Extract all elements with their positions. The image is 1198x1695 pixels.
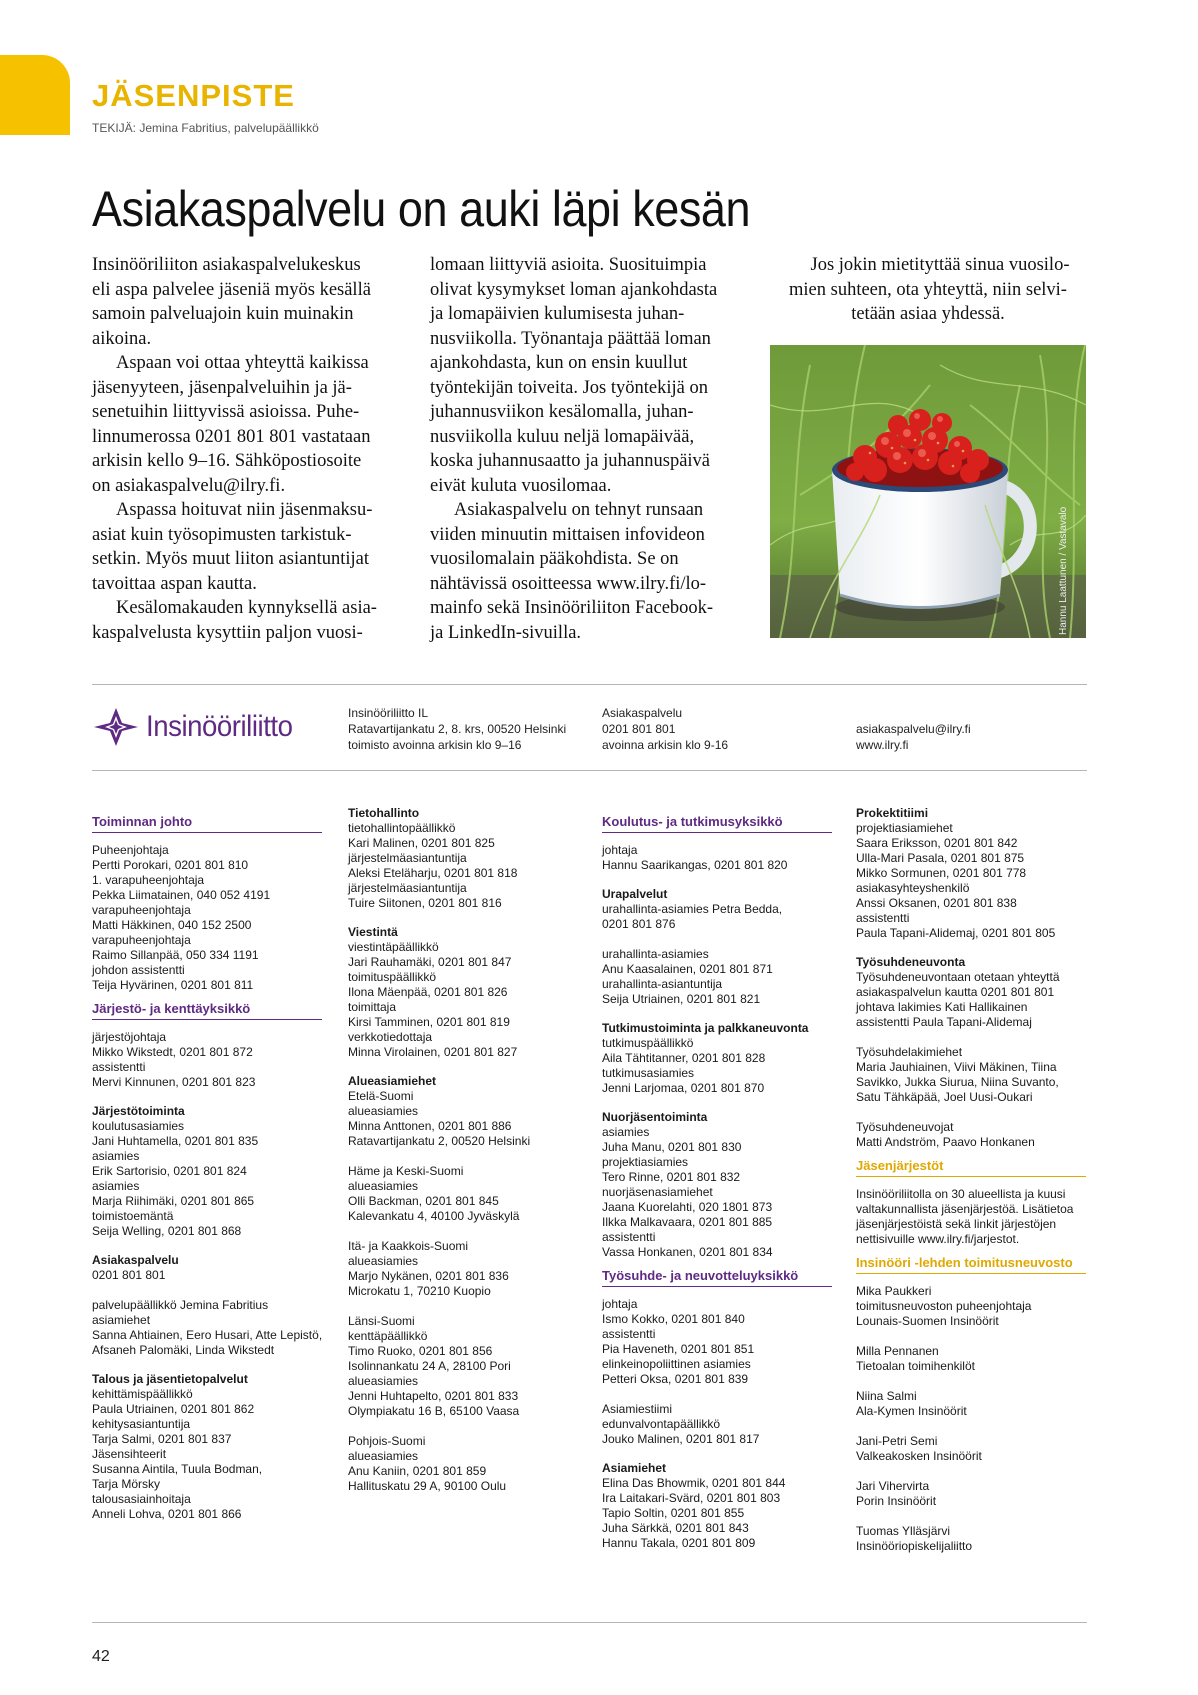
article-paragraph [430, 253, 740, 498]
directory-entry: Jouko Malinen, 0201 801 817 [602, 1432, 760, 1446]
directory-entry: Mervi Kinnunen, 0201 801 823 [92, 1075, 256, 1089]
directory-entry: verkkotiedottaja [348, 1030, 433, 1044]
office-hours: toimisto avoinna arkisin klo 9–16 [348, 738, 522, 752]
directory-entry: Milla Pennanen [856, 1344, 939, 1358]
directory-entry: Häme ja Keski-Suomi [348, 1164, 464, 1178]
article-line: Insinööriliiton asiakaspalvelukeskus [92, 255, 361, 275]
directory-entry: Aleksi Eteläharju, 0201 801 818 [348, 866, 518, 880]
article-line: Asiakaspalvelu on tehnyt runsaan [454, 500, 704, 520]
directory-entry: assistentti [602, 1230, 656, 1244]
directory-entry: Maria Jauhiainen, Viivi Mäkinen, Tiina [856, 1060, 1057, 1074]
directory-entry: Petteri Oksa, 0201 801 839 [602, 1372, 749, 1386]
directory-entry: urahallinta-asiamies [602, 947, 709, 961]
directory-section-header: Toiminnan johto [92, 814, 322, 833]
directory-entry: Jari Vihervirta [856, 1479, 930, 1493]
directory-entry: Anssi Oksanen, 0201 801 838 [856, 896, 1017, 910]
directory-entry: assistentti [856, 911, 910, 925]
directory-entry: Paula Tapani-Alidemaj, 0201 801 805 [856, 926, 1056, 940]
article-line: nusviikolla. Työnantaja päättää loman [430, 328, 711, 349]
directory-entry: johdon assistentti [92, 963, 185, 977]
service-phone: 0201 801 801 [602, 722, 676, 736]
headline: Asiakaspalvelu on auki läpi kesän [92, 181, 751, 237]
directory-entry: Mika Paukkeri [856, 1284, 932, 1298]
directory-entry: alueasiamies [348, 1104, 419, 1118]
logo-wordmark: Insinööriliitto [146, 710, 293, 743]
divider-bottom [92, 1622, 1087, 1623]
directory-subheader: Tutkimustoiminta ja palkkaneuvonta [602, 1021, 809, 1035]
article-line: mien suhteen, ota yhteyttä, niin selvi- [789, 279, 1067, 300]
directory-entry: urahallinta-asiantuntija [602, 977, 723, 991]
strawberry-mug-photo [770, 345, 1086, 638]
directory-entry: Tarja Mörsky [92, 1477, 161, 1491]
spacer [348, 1224, 578, 1239]
article-line: viiden minuutin mittaisen infovideon [430, 524, 705, 545]
photo-credit: Hannu Laattunen / Vastavalo [1058, 506, 1069, 635]
directory-entry: Kalevankatu 4, 40100 Jyväskylä [348, 1209, 520, 1223]
directory-entry: johtava lakimies Kati Hallikainen [856, 1000, 1028, 1014]
article-line: arkisin kello 9–16. Sähköpostiosoite [92, 451, 362, 471]
directory-subheader: Urapalvelut [602, 887, 668, 901]
article-paragraph [92, 498, 402, 596]
divider-top [92, 684, 1087, 685]
directory-subheader: Talous ja jäsentietopalvelut [92, 1372, 248, 1386]
directory-entry: Juha Manu, 0201 801 830 [602, 1140, 742, 1154]
directory-entry: Susanna Aintila, Tuula Bodman, [92, 1462, 263, 1476]
article-line: eli aspa palvelee jäseniä myös kesällä [92, 279, 371, 300]
directory-entry: Ilona Mäenpää, 0201 801 826 [348, 985, 508, 999]
directory-entry: toimituspäällikkö [348, 970, 437, 984]
directory-entry: Jani Huhtamella, 0201 801 835 [92, 1134, 259, 1148]
article-line: linnumerossa 0201 801 801 vastataan [92, 426, 371, 447]
directory-entry: Paula Utriainen, 0201 801 862 [92, 1402, 255, 1416]
directory-entry: viestintäpäällikkö [348, 940, 439, 954]
divider-middle [92, 770, 1087, 771]
page-number: 42 [92, 1648, 110, 1665]
directory-entry: Seija Utriainen, 0201 801 821 [602, 992, 761, 1006]
directory-entry: Etelä-Suomi [348, 1089, 414, 1103]
article-line: olivat kysymykset loman ajankohdasta [430, 279, 718, 300]
spacer [348, 1299, 578, 1314]
directory-section-header: Insinööri -lehden toimitusneuvosto [856, 1255, 1086, 1274]
directory-entry: Mikko Wikstedt, 0201 801 872 [92, 1045, 253, 1059]
spacer [348, 1419, 578, 1434]
contact-website-link[interactable]: www.ilry.fi [856, 738, 909, 752]
directory-entry: Pia Haveneth, 0201 801 851 [602, 1342, 755, 1356]
directory-section-header: Jäsenjärjestöt [856, 1158, 1086, 1177]
directory-entry: 0201 801 801 [92, 1268, 166, 1282]
directory-entry: Pohjois-Suomi [348, 1434, 426, 1448]
directory-entry: urahallinta-asiamies Petra Bedda, [602, 902, 783, 916]
directory-entry: Savikko, Jukka Siurua, Niina Suvanto, [856, 1075, 1059, 1089]
directory-entry: Jenni Larjomaa, 0201 801 870 [602, 1081, 765, 1095]
directory-entry: Satu Tähkäpää, Joel Uusi-Oukari [856, 1090, 1033, 1104]
directory-entry: Matti Häkkinen, 040 152 2500 [92, 918, 252, 932]
directory-entry: tutkimuspäällikkö [602, 1036, 694, 1050]
directory-entry: Lounais-Suomen Insinöörit [856, 1314, 999, 1328]
byline: TEKIJÄ: Jemina Fabritius, palvelupäällikkö [92, 121, 319, 135]
directory-entry: järjestelmäasiantuntija [348, 881, 467, 895]
article-line: ja LinkedIn-sivuilla. [430, 622, 582, 643]
directory-column-1 [92, 806, 322, 1522]
directory-entry: tutkimusasiamies [602, 1066, 695, 1080]
directory-entry: Insinööriopiskelijaliitto [856, 1539, 973, 1553]
directory-entry: Olympiakatu 16 B, 65100 Vaasa [348, 1404, 520, 1418]
directory-entry: palvelupäällikkö Jemina Fabritius [92, 1298, 269, 1312]
directory-entry: Sanna Ahtiainen, Eero Husari, Atte Lepistö, [92, 1328, 323, 1342]
article-line: samoin palveluajoin kuin muinakin [92, 304, 354, 324]
directory-entry: Anu Kaniin, 0201 801 859 [348, 1464, 487, 1478]
article-line: jäsenyyteen, jäsenpalveluihin ja jä- [92, 377, 352, 398]
directory-entry: johtaja [602, 843, 638, 857]
directory-entry: 0201 801 876 [602, 917, 676, 931]
directory-entry: Timo Ruoko, 0201 801 856 [348, 1344, 493, 1358]
directory-entry: Mikko Sormunen, 0201 801 778 [856, 866, 1027, 880]
directory-column-3 [602, 806, 832, 1551]
directory-entry: Marjo Nykänen, 0201 801 836 [348, 1269, 509, 1283]
directory-entry: Tuomas Ylläsjärvi [856, 1524, 951, 1538]
directory-subheader: Asiamiehet [602, 1461, 667, 1475]
directory-subheader: Järjestötoiminta [92, 1104, 185, 1118]
directory-entry: assistentti Paula Tapani-Alidemaj [856, 1015, 1032, 1029]
directory-entry: tietohallintopäällikkö [348, 821, 456, 835]
directory-entry: Saara Eriksson, 0201 801 842 [856, 836, 1018, 850]
section-tab-marker [0, 55, 70, 135]
article-column-3 [768, 253, 1088, 327]
spacer [856, 1105, 1086, 1120]
directory-entry: Ala-Kymen Insinöörit [856, 1404, 967, 1418]
directory-entry: Minna Anttonen, 0201 801 886 [348, 1119, 512, 1133]
article-line: lomaan liittyviä asioita. Suosituimpia [430, 255, 707, 275]
directory-entry: Ratavartijankatu 2, 00520 Helsinki [348, 1134, 531, 1148]
directory-entry: johtaja [602, 1297, 638, 1311]
directory-entry: Tietoalan toimihenkilöt [856, 1359, 975, 1373]
directory-entry: Afsaneh Palomäki, Linda Wikstedt [92, 1343, 275, 1357]
directory-entry: Pertti Porokari, 0201 801 810 [92, 858, 249, 872]
article-column-1 [92, 253, 402, 645]
directory-subheader: Viestintä [348, 925, 398, 939]
article-line: asiat kuin työsopimusten tarkistuk- [92, 524, 352, 545]
directory-subheader: Prokektitiimi [856, 806, 929, 820]
directory-entry: Porin Insinöörit [856, 1494, 937, 1508]
article-line: on asiakaspalvelu@ilry.fi. [92, 475, 286, 496]
directory-subheader: Alueasiamiehet [348, 1074, 437, 1088]
directory-entry: Itä- ja Kaakkois-Suomi [348, 1239, 469, 1253]
directory-entry: Raimo Sillanpää, 050 334 1191 [92, 948, 259, 962]
directory-entry: kehittämispäällikkö [92, 1387, 193, 1401]
office-contact [348, 705, 566, 753]
directory-subheader: Nuorjäsentoiminta [602, 1110, 708, 1124]
directory-entry: assistentti [602, 1327, 656, 1341]
directory-entry: varapuheenjohtaja [92, 903, 191, 917]
spacer [856, 1329, 1086, 1344]
directory-entry: projektiasiamiehet [856, 821, 953, 835]
office-address: Ratavartijankatu 2, 8. krs, 00520 Helsinki [348, 722, 567, 736]
article-line: mainfo sekä Insinööriliiton Facebook- [430, 598, 714, 618]
article-line: aikoina. [92, 328, 152, 349]
directory-entry: Insinööriliitolla on 30 alueellista ja kuusi [856, 1187, 1066, 1201]
article-paragraph [92, 253, 402, 351]
article-line: ja lomapäivien kulumisesta juhan- [430, 304, 685, 324]
web-contact [856, 721, 971, 753]
directory-entry: Jäsensihteerit [92, 1447, 167, 1461]
directory-section-header: Koulutus- ja tutkimusyksikkö [602, 814, 832, 833]
directory-entry: projektiasiamies [602, 1155, 689, 1169]
directory-entry: alueasiamies [348, 1449, 419, 1463]
service-name: Asiakaspalvelu [602, 706, 683, 720]
directory-entry: Matti Andström, Paavo Honkanen [856, 1135, 1035, 1149]
directory-entry: Erik Sartorisio, 0201 801 824 [92, 1164, 247, 1178]
directory-entry: jäsenjärjestöistä sekä linkit järjestöjen [856, 1217, 1057, 1231]
directory-entry: talousasiainhoitaja [92, 1492, 191, 1506]
directory-subheader: Työsuhdeneuvonta [856, 955, 966, 969]
directory-entry: alueasiamies [348, 1374, 419, 1388]
directory-entry: Microkatu 1, 70210 Kuopio [348, 1284, 491, 1298]
directory-entry: Hannu Saarikangas, 0201 801 820 [602, 858, 788, 872]
directory-entry: Jenni Huhtapelto, 0201 801 833 [348, 1389, 519, 1403]
article-column-2 [430, 253, 740, 645]
directory-entry: Elina Das Bhowmik, 0201 801 844 [602, 1476, 786, 1490]
directory-entry: Ismo Kokko, 0201 801 840 [602, 1312, 745, 1326]
directory-entry: Ira Laitakari-Svärd, 0201 801 803 [602, 1491, 781, 1505]
directory-entry: Tapio Soltin, 0201 801 855 [602, 1506, 745, 1520]
directory-entry: Hallituskatu 29 A, 90100 Oulu [348, 1479, 507, 1493]
directory-entry: kenttäpäällikkö [348, 1329, 428, 1343]
directory-entry: alueasiamies [348, 1179, 419, 1193]
directory-entry: Länsi-Suomi [348, 1314, 415, 1328]
directory-entry: Hannu Takala, 0201 801 809 [602, 1536, 756, 1550]
spacer [856, 1419, 1086, 1434]
article-line: kaspalvelusta kysyttiin paljon vuosi- [92, 622, 363, 643]
directory-entry: assistentti [92, 1060, 146, 1074]
directory-entry: toimittaja [348, 1000, 397, 1014]
directory-entry: Tuire Siitonen, 0201 801 816 [348, 896, 502, 910]
directory-entry: varapuheenjohtaja [92, 933, 191, 947]
directory-entry: toimitusneuvoston puheenjohtaja [856, 1299, 1032, 1313]
directory-entry: edunvalvontapäällikkö [602, 1417, 721, 1431]
directory-entry: valtakunnallista jäsenjärjestöä. Lisätietoa [856, 1202, 1074, 1216]
directory-entry: toimistoemäntä [92, 1209, 174, 1223]
directory-entry: Anu Kaasalainen, 0201 801 871 [602, 962, 773, 976]
directory-entry: Vassa Honkanen, 0201 801 834 [602, 1245, 773, 1259]
contact-email-link[interactable]: asiakaspalvelu@ilry.fi [856, 722, 971, 736]
directory-entry: elinkeinopoliittinen asiamies [602, 1357, 751, 1371]
directory-entry: Työsuhdeneuvontaan otetaan yhteyttä [856, 970, 1060, 984]
spacer [856, 1030, 1086, 1045]
directory-entry: Jani-Petri Semi [856, 1434, 938, 1448]
directory-entry: asiamies [92, 1149, 140, 1163]
directory-entry: asiakasyhteyshenkilö [856, 881, 970, 895]
directory-entry: Jaana Kuorelahti, 020 1801 873 [602, 1200, 773, 1214]
spacer [92, 1283, 322, 1298]
directory-entry: järjestelmäasiantuntija [348, 851, 467, 865]
directory-entry: Kirsi Tamminen, 0201 801 819 [348, 1015, 510, 1029]
directory-entry: Kari Malinen, 0201 801 825 [348, 836, 495, 850]
office-name: Insinööriliitto IL [348, 706, 429, 720]
directory-entry: Tarja Salmi, 0201 801 837 [92, 1432, 232, 1446]
section-title: JÄSENPISTE [92, 78, 295, 113]
directory-entry: Pekka Liimatainen, 040 052 4191 [92, 888, 271, 902]
directory-column-2 [348, 806, 578, 1494]
directory-entry: alueasiamies [348, 1254, 419, 1268]
directory-entry: Niina Salmi [856, 1389, 917, 1403]
directory-entry: asiamies [602, 1125, 650, 1139]
directory-section-header: Järjestö- ja kenttäyksikkö [92, 1001, 322, 1020]
directory-entry: kehitysasiantuntija [92, 1417, 191, 1431]
article-line: nusviikolla kuluu neljä lomapäivää, [430, 426, 695, 447]
article-line: eivät kuluta vuosilomaa. [430, 475, 612, 496]
directory-entry: nuorjäsenasiamiehet [602, 1185, 713, 1199]
directory-entry: Marja Riihimäki, 0201 801 865 [92, 1194, 255, 1208]
directory-entry: 1. varapuheenjohtaja [92, 873, 205, 887]
article-line: senetuihin liittyvissä asioissa. Puhe- [92, 402, 360, 422]
directory-entry: Seija Welling, 0201 801 868 [92, 1224, 242, 1238]
directory-entry: Työsuhdelakimiehet [856, 1045, 963, 1059]
article-line: Aspassa hoituvat niin jäsenmaksu- [116, 500, 373, 520]
directory-subheader: Tietohallinto [348, 806, 420, 820]
directory-column-4 [856, 806, 1086, 1554]
article-paragraph [92, 351, 402, 498]
directory-entry: Valkeakosken Insinöörit [856, 1449, 982, 1463]
article-paragraph [430, 498, 740, 645]
directory-section-header: Työsuhde- ja neuvotteluyksikkö [602, 1268, 832, 1287]
directory-entry: Ilkka Malkavaara, 0201 801 885 [602, 1215, 773, 1229]
directory-entry: Jari Rauhamäki, 0201 801 847 [348, 955, 512, 969]
directory-entry: asiamiehet [92, 1313, 151, 1327]
directory-entry: Asiamiestiimi [602, 1402, 673, 1416]
directory-entry: nettisivuille www.ilry.fi/jarjestot. [856, 1232, 1020, 1246]
spacer [856, 1374, 1086, 1389]
article-line: tavoittaa aspan kautta. [92, 573, 257, 594]
article-line: ajankohdasta, kun on ensin kuullut [430, 353, 688, 373]
article-line: vuosilomalain pääkohdista. Se on [430, 549, 679, 569]
directory-entry: koulutusasiamies [92, 1119, 185, 1133]
directory-subheader: Asiakaspalvelu [92, 1253, 179, 1267]
article-line: Aspaan voi ottaa yhteyttä kaikissa [116, 353, 369, 373]
article-line: Kesälomakauden kynnyksellä asia- [116, 598, 377, 618]
article-paragraph [768, 253, 1088, 327]
spacer [856, 1509, 1086, 1524]
directory-entry: Juha Särkkä, 0201 801 843 [602, 1521, 749, 1535]
directory-entry: järjestöjohtaja [92, 1030, 167, 1044]
directory-entry: Tero Rinne, 0201 801 832 [602, 1170, 741, 1184]
article-line: tetään asiaa yhdessä. [851, 304, 1005, 324]
service-hours: avoinna arkisin klo 9-16 [602, 738, 729, 752]
article-line: juhannusviikon kesälomalla, juhan- [430, 402, 694, 422]
directory-entry: Teija Hyvärinen, 0201 801 811 [92, 978, 254, 992]
directory-entry: Anneli Lohva, 0201 801 866 [92, 1507, 242, 1521]
article-line: työntekijän toiveita. Jos työntekijä on [430, 377, 708, 398]
article-line: nähtävissä osoitteessa www.ilry.fi/lo- [430, 573, 707, 594]
directory-entry: Puheenjohtaja [92, 843, 169, 857]
spacer [348, 1149, 578, 1164]
spacer [856, 1464, 1086, 1479]
directory-entry: Olli Backman, 0201 801 845 [348, 1194, 499, 1208]
directory-entry: Työsuhdeneuvojat [856, 1120, 954, 1134]
article-line: Jos jokin mietityttää sinua vuosilo- [810, 255, 1070, 275]
directory-entry: asiamies [92, 1179, 140, 1193]
directory-entry: Ulla-Mari Pasala, 0201 801 875 [856, 851, 1025, 865]
article-line: koska juhannusaatto ja juhannuspäivä [430, 451, 711, 471]
spacer [602, 932, 832, 947]
directory-entry: Aila Tähtitanner, 0201 801 828 [602, 1051, 766, 1065]
spacer [602, 1387, 832, 1402]
directory-entry: asiakaspalvelun kautta 0201 801 801 [856, 985, 1055, 999]
directory-entry: Isolinnankatu 24 A, 28100 Pori [348, 1359, 511, 1373]
article-line: setkin. Myös muut liiton asiantuntijat [92, 549, 369, 569]
directory-entry: Minna Virolainen, 0201 801 827 [348, 1045, 518, 1059]
article-paragraph [92, 596, 402, 645]
service-contact [602, 705, 728, 753]
